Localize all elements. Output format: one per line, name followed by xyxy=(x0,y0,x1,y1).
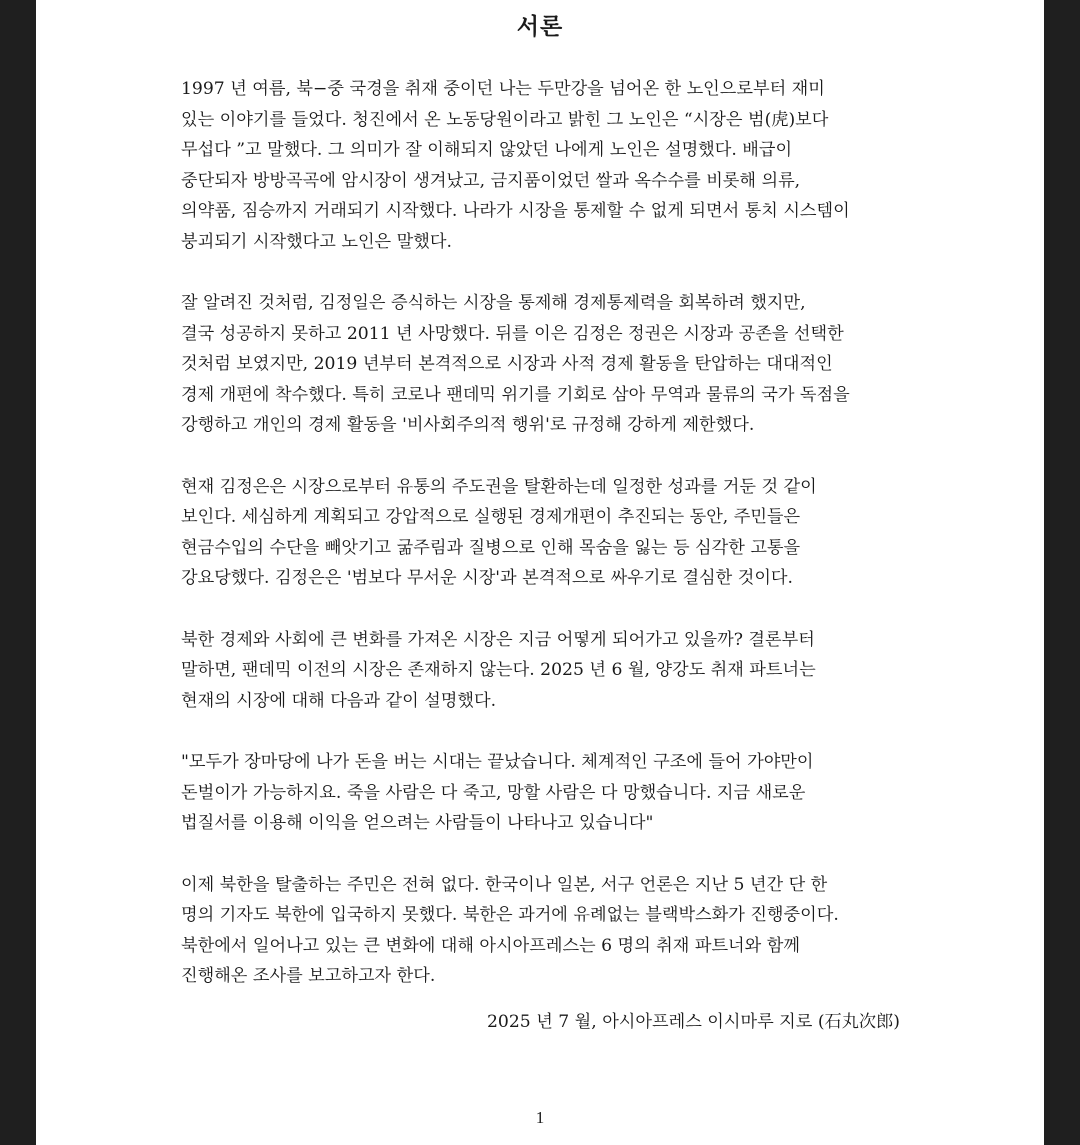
text-line: 무섭다 ”고 말했다. 그 의미가 잘 이해되지 않았던 나에게 노인은 설명했다. 배급이 xyxy=(181,140,793,160)
text-line: 것처럼 보였지만, 2019 년부터 본격적으로 시장과 사적 경제 활동을 탄압하는 대대적인 xyxy=(181,354,833,374)
paragraph-2 xyxy=(181,288,921,441)
text-line: 의약품, 짐승까지 거래되기 시작했다. 나라가 시장을 통제할 수 없게 되면서 통치 시스템이 xyxy=(181,201,850,221)
text-line: 현재 김정은은 시장으로부터 유통의 주도권을 탈환하는데 일정한 성과를 거둔 것 같이 xyxy=(181,476,817,497)
text-line: 법질서를 이용해 이익을 얻으려는 사람들이 나타나고 있습니다" xyxy=(181,813,654,833)
paragraph-4 xyxy=(181,625,921,717)
text-line: 1997 년 여름, 북−중 국경을 취재 중이던 나는 두만강을 넘어온 한 노인으로부터 재미 xyxy=(181,79,825,99)
text-line: 보인다. 세심하게 계획되고 강압적으로 실행된 경제개편이 추진되는 동안, 주민들은 xyxy=(181,507,801,527)
text-line: 강요당했다. 김정은은 '범보다 무서운 시장'과 본격적으로 싸우기로 결심한 것이다. xyxy=(181,568,793,588)
text-line: 말하면, 팬데믹 이전의 시장은 존재하지 않는다. 2025 년 6 월, 양강도 취재 파트너는 xyxy=(181,660,816,680)
text-line: 진행해온 조사를 보고하고자 한다. xyxy=(181,966,436,986)
text-line: 잘 알려진 것처럼, 김정일은 증식하는 시장을 통제해 경제통제력을 회복하려 했지만, xyxy=(181,293,806,313)
text-line: 있는 이야기를 들었다. 청진에서 온 노동당원이라고 밝힌 그 노인은 “시장은 범(虎)보다 xyxy=(181,109,829,130)
text-line: 돈벌이가 가능하지요. 죽을 사람은 다 죽고, 망할 사람은 다 망했습니다. 지금 새로운 xyxy=(181,782,806,803)
text-line: 북한에서 일어나고 있는 큰 변화에 대해 아시아프레스는 6 명의 취재 파트너와 함께 xyxy=(181,935,800,956)
document-body xyxy=(181,74,921,1023)
page-title: 서론 xyxy=(516,13,564,40)
text-line: 강행하고 개인의 경제 활동을 '비사회주의적 행위'로 규정해 강하게 제한했다. xyxy=(181,415,755,435)
paragraph-1 xyxy=(181,74,921,257)
text-line: 이제 북한을 탈출하는 주민은 전혀 없다. 한국이나 일본, 서구 언론은 지난 5 년간 단 한 xyxy=(181,874,828,895)
text-line: 붕괴되기 시작했다고 노인은 말했다. xyxy=(181,231,452,252)
text-line: "모두가 장마당에 나가 돈을 버는 시대는 끝났습니다. 체계적인 구조에 들어 가야만이 xyxy=(181,752,814,772)
page-number: 1 xyxy=(535,1108,545,1127)
text-line: 현금수입의 수단을 빼앗기고 굶주림과 질병으로 인해 목숨을 잃는 등 심각한 고통을 xyxy=(181,537,801,558)
text-line: 경제 개편에 착수했다. 특히 코로나 팬데믹 위기를 기회로 삼아 무역과 물류의 국가 독점을 xyxy=(181,384,850,405)
text-line: 명의 기자도 북한에 입국하지 못했다. 북한은 과거에 유례없는 블랙박스화가 진행중이다. xyxy=(181,905,839,925)
document-page xyxy=(36,0,1044,1145)
text-line: 현재의 시장에 대해 다음과 같이 설명했다. xyxy=(181,690,497,711)
text-line: 중단되자 방방곡곡에 암시장이 생겨났고, 금지품이었던 쌀과 옥수수를 비롯해 의류, xyxy=(181,170,801,191)
author-signature: 2025 년 7 월, 아시아프레스 이시마루 지로 (石丸次郎) xyxy=(487,1012,900,1032)
text-line: 결국 성공하지 못하고 2011 년 사망했다. 뒤를 이은 김정은 정권은 시장과 공존을 선택한 xyxy=(181,323,844,344)
quote-paragraph xyxy=(181,747,921,839)
text-line: 북한 경제와 사회에 큰 변화를 가져온 시장은 지금 어떻게 되어가고 있을까? 결론부터 xyxy=(181,629,815,650)
paragraph-3 xyxy=(181,472,921,594)
paragraph-6 xyxy=(181,870,921,992)
